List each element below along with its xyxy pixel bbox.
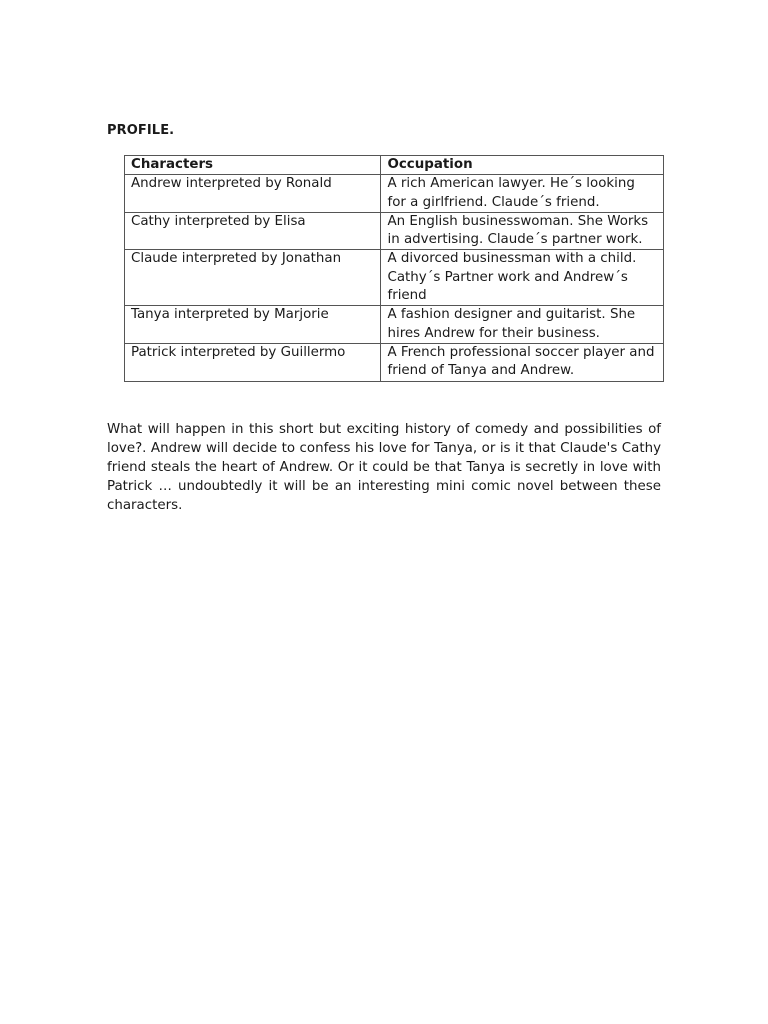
character-profile-table [124, 155, 664, 382]
table-header-row [125, 156, 664, 175]
occupation-cell: A divorced businessman with a child. Cathy´s Partner work and Andrew´s friend [381, 250, 664, 306]
table-row [125, 306, 664, 344]
character-cell: Cathy interpreted by Elisa [125, 212, 381, 250]
character-cell: Tanya interpreted by Marjorie [125, 306, 381, 344]
document-heading: PROFILE. [107, 123, 175, 138]
table-row [125, 343, 664, 381]
occupation-cell: An English businesswoman. She Works in advertising. Claude´s partner work. [381, 212, 664, 250]
occupation-cell: A rich American lawyer. He´s looking for a girlfriend. Claude´s friend. [381, 175, 664, 213]
occupation-cell: A fashion designer and guitarist. She hires Andrew for their business. [381, 306, 664, 344]
summary-paragraph: What will happen in this short but exciting history of comedy and possibilities of love?. Andrew will decide to confess his love for Tanya, or is it that Claude's Cathy friend steals the heart of Andrew. Or it could be that Tanya is secretly in love with Patrick … undoubtedly it will be an interesting mini comic novel between these characters. [107, 422, 661, 513]
table-row [125, 212, 664, 250]
character-cell: Claude interpreted by Jonathan [125, 250, 381, 306]
table-row [125, 175, 664, 213]
table-header-characters: Characters [125, 156, 381, 175]
table-header-occupation: Occupation [381, 156, 664, 175]
character-cell: Andrew interpreted by Ronald [125, 175, 381, 213]
table-row [125, 250, 664, 306]
occupation-cell: A French professional soccer player and friend of Tanya and Andrew. [381, 343, 664, 381]
character-cell: Patrick interpreted by Guillermo [125, 343, 381, 381]
